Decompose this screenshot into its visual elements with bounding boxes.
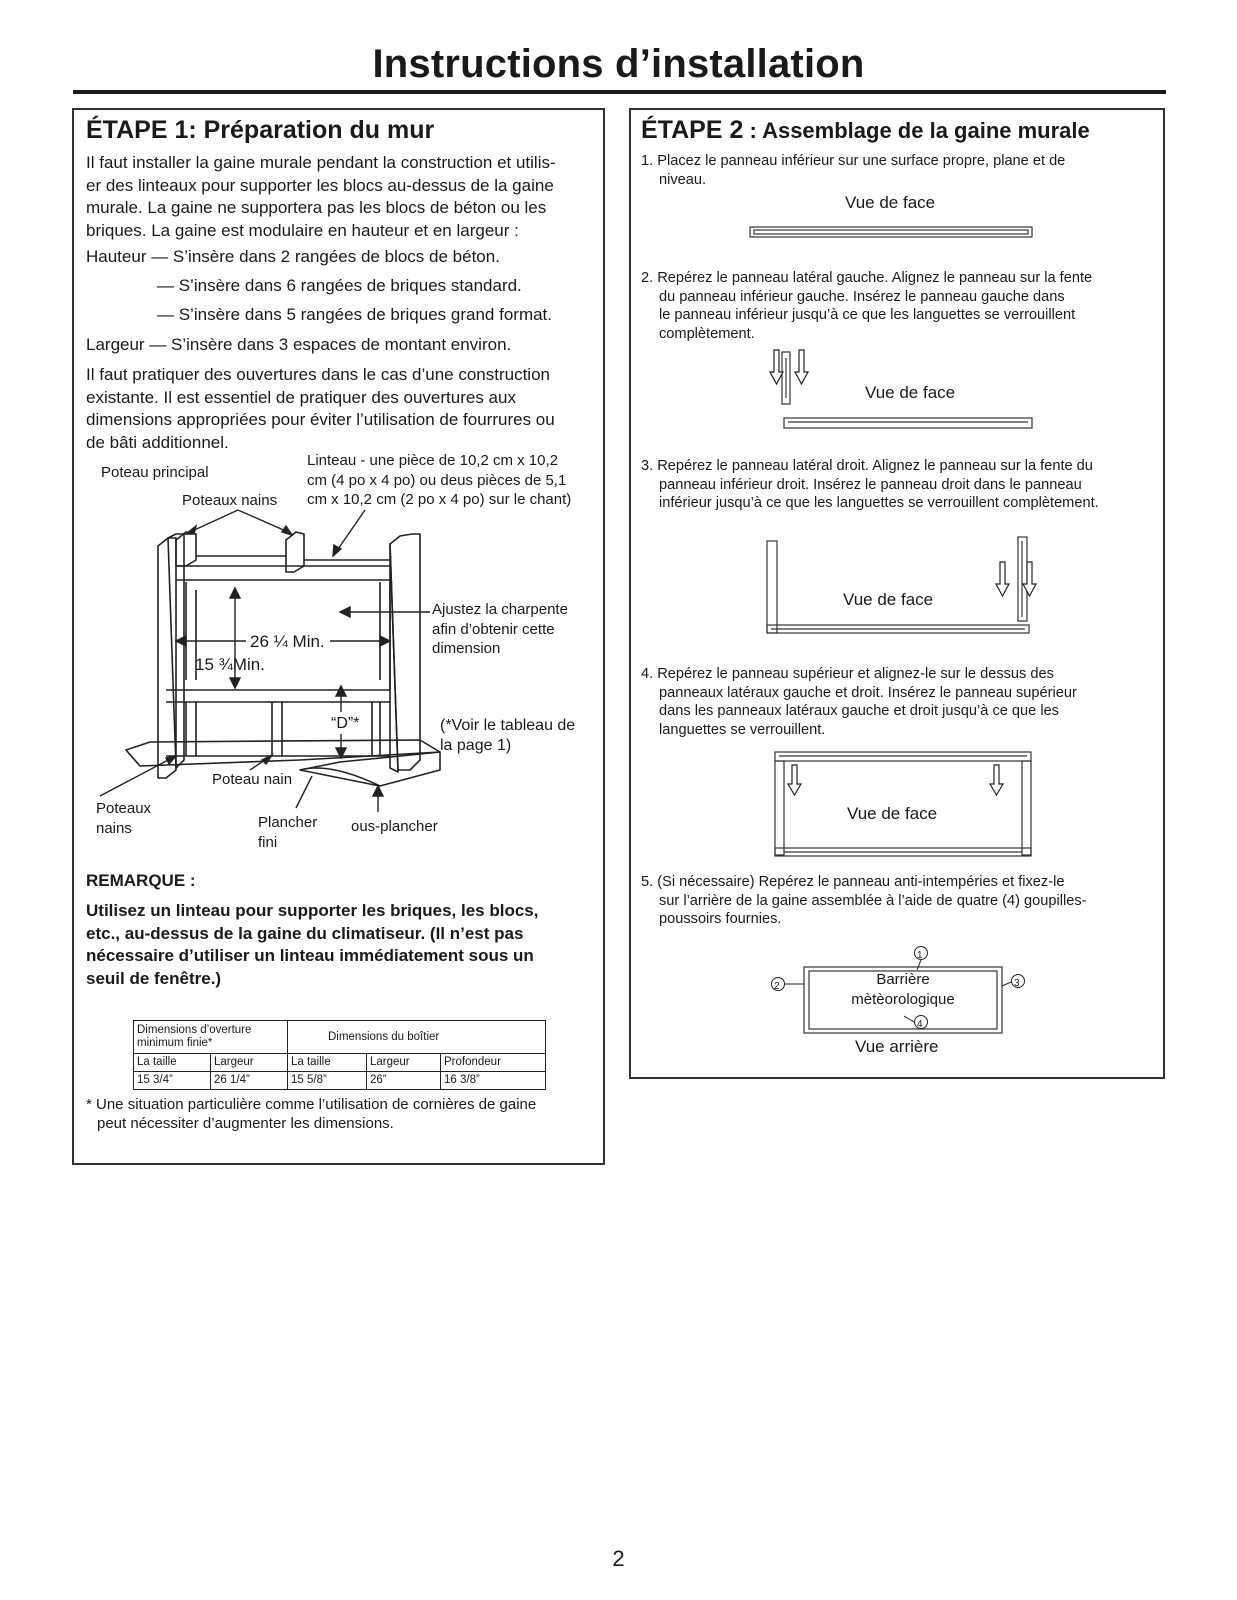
barriere-line: mètèorologique xyxy=(851,990,955,1008)
poteaux-line: nains xyxy=(96,819,132,837)
remark-line: nécessaire d’utiliser un linteau immédiatement sous un xyxy=(86,946,534,965)
existing-line: dimensions appropriées pour éviter l’utilisation de fourrures ou xyxy=(86,410,555,429)
label-poteaux-nains-top: Poteaux nains xyxy=(182,492,278,509)
linteau-line: Linteau - une pièce de 10,2 cm x 10,2 xyxy=(307,452,559,469)
step1-heading: ÉTAPE 1: Préparation du mur xyxy=(86,116,435,144)
intro-line: murale. La gaine ne supportera pas les blocs de béton ou les xyxy=(86,198,547,217)
step-line: panneau inférieur droit. Insérez le panneau droit dans le panneau xyxy=(659,476,1082,493)
value-cell: 16 3/8” xyxy=(441,1072,546,1090)
step-line: languettes se verrouillent. xyxy=(659,721,826,738)
subheader-cell: La taille xyxy=(134,1054,211,1072)
step2-heading-sub: : Assemblage de la gaine murale xyxy=(743,118,1090,143)
step-line: niveau. xyxy=(659,171,707,188)
width-dimension: 26 ¼ Min. xyxy=(250,632,325,651)
callout-2: 2 xyxy=(774,981,780,992)
footnote xyxy=(86,1096,596,1133)
step-line: 5. (Si nécessaire) Repérez le panneau anti-intempéries et fixez-le xyxy=(641,874,1065,890)
remark-line: etc., au-dessus de la gaine du climatiseur. (Il n’est pas xyxy=(86,923,524,943)
existing-line: Il faut pratiquer des ouvertures dans le cas d’une construction xyxy=(86,365,550,384)
remark-line: seuil de fenêtre.) xyxy=(86,968,222,988)
callout-1: 1 xyxy=(917,950,923,961)
header-opening-line: Dimensions d’overture xyxy=(137,1024,252,1036)
plancher-line: fini xyxy=(258,833,278,851)
label-barriere xyxy=(820,970,986,1009)
intro-line: er des linteaux pour supporter les blocs au-dessus de la gaine xyxy=(86,175,554,195)
voir-line: la page 1) xyxy=(440,737,512,754)
linteau-line: cm (4 po x 4 po) ou deus pièces de 5,1 xyxy=(307,471,567,489)
ajustez-line: dimension xyxy=(432,640,501,657)
header-opening-line: minimum finie* xyxy=(137,1037,213,1049)
remark-line: Utilisez un linteau pour supporter les briques, les blocs, xyxy=(86,901,539,920)
step2-heading-main: ÉTAPE 2 xyxy=(641,116,744,144)
subheader-cell: Largeur xyxy=(211,1054,288,1072)
page-title: Instructions d’installation xyxy=(372,42,865,86)
subheader-cell: Profondeur xyxy=(441,1054,546,1072)
label-poteau-principal: Poteau principal xyxy=(101,464,209,481)
value-cell: 26 1/4” xyxy=(211,1072,288,1090)
footnote-line: peut nécessiter d’augmenter les dimensions. xyxy=(97,1114,394,1132)
remark-title: REMARQUE : xyxy=(86,871,196,890)
hauteur-line-3: — S’insère dans 5 rangées de briques grand format. xyxy=(157,305,553,324)
step-line: du panneau inférieur gauche. Insérez le panneau gauche dans xyxy=(659,288,1065,305)
step-line: complètement. xyxy=(659,325,755,342)
vue-de-face-3: Vue de face xyxy=(843,590,934,609)
intro-line: briques. La gaine est modulaire en hauteur et en largeur : xyxy=(86,220,519,240)
step-line: le panneau inférieur jusqu’à ce que les languettes se verrouillent xyxy=(659,307,1076,323)
hauteur-line-2: — S’insère dans 6 rangées de briques standard. xyxy=(157,276,522,295)
vue-arriere: Vue arrière xyxy=(855,1037,939,1056)
poteaux-line: Poteaux xyxy=(96,800,152,817)
header-case: Dimensions du boîtier xyxy=(288,1021,546,1054)
existing-line: de bâti additionnel. xyxy=(86,432,229,452)
plancher-line: Plancher xyxy=(258,814,318,831)
intro-line: Il faut installer la gaine murale pendant la construction et utilis- xyxy=(86,153,556,172)
footnote-line: * Une situation particulière comme l’utilisation de cornières de gaine xyxy=(86,1096,537,1113)
existing-line: existante. Il est essentiel de pratiquer des ouvertures aux xyxy=(86,387,516,407)
linteau-line: cm x 10,2 cm (2 po x 4 po) sur le chant) xyxy=(307,491,572,508)
step-line: dans les panneaux latéraux gauche et droit jusqu’à ce que les xyxy=(659,703,1059,719)
step-line: 1. Placez le panneau inférieur sur une surface propre, plane et de xyxy=(641,153,1066,169)
value-cell: 26” xyxy=(367,1072,441,1090)
d-dimension: “D”* xyxy=(331,715,360,732)
voir-line: (*Voir le tableau de xyxy=(440,717,576,734)
step-line: sur l’arrière de la gaine assemblée à l’aide de quatre (4) goupilles- xyxy=(659,892,1087,909)
hauteur-line: Hauteur — S’insère dans 2 rangées de blocs de béton. xyxy=(86,247,500,266)
callout-3: 3 xyxy=(1014,978,1020,989)
subheader-cell: Largeur xyxy=(367,1054,441,1072)
step-line: inférieur jusqu’à ce que les languettes se verrouillent complètement. xyxy=(659,495,1099,511)
vue-de-face-1: Vue de face xyxy=(845,193,936,212)
callout-4: 4 xyxy=(917,1019,923,1030)
step-line: panneaux latéraux gauche et droit. Insérez le panneau supérieur xyxy=(659,684,1077,701)
vue-de-face-2: Vue de face xyxy=(865,383,956,402)
ajustez-line: Ajustez la charpente xyxy=(432,601,568,618)
vue-de-face-4: Vue de face xyxy=(847,804,938,823)
label-sous-plancher: ous-plancher xyxy=(351,818,438,835)
label-poteau-nain: Poteau nain xyxy=(212,771,293,788)
barriere-line: Barrière xyxy=(876,971,930,988)
value-cell: 15 5/8” xyxy=(288,1072,367,1090)
height-dimension: 15 ¾Min. xyxy=(195,655,265,674)
ajustez-line: afin d’obtenir cette xyxy=(432,620,555,638)
largeur-line: Largeur — S’insère dans 3 espaces de montant environ. xyxy=(86,335,512,354)
step-line: 2. Repérez le panneau latéral gauche. Alignez le panneau sur la fente xyxy=(641,270,1093,286)
step-line: 4. Repérez le panneau supérieur et alignez-le sur le dessus des xyxy=(641,666,1054,682)
value-cell: 15 3/4” xyxy=(134,1072,211,1090)
step-line: poussoirs fournies. xyxy=(659,911,782,927)
page-number: 2 xyxy=(612,1546,625,1571)
step-line: 3. Repérez le panneau latéral droit. Alignez le panneau sur la fente du xyxy=(641,458,1093,474)
subheader-cell: La taille xyxy=(288,1054,367,1072)
